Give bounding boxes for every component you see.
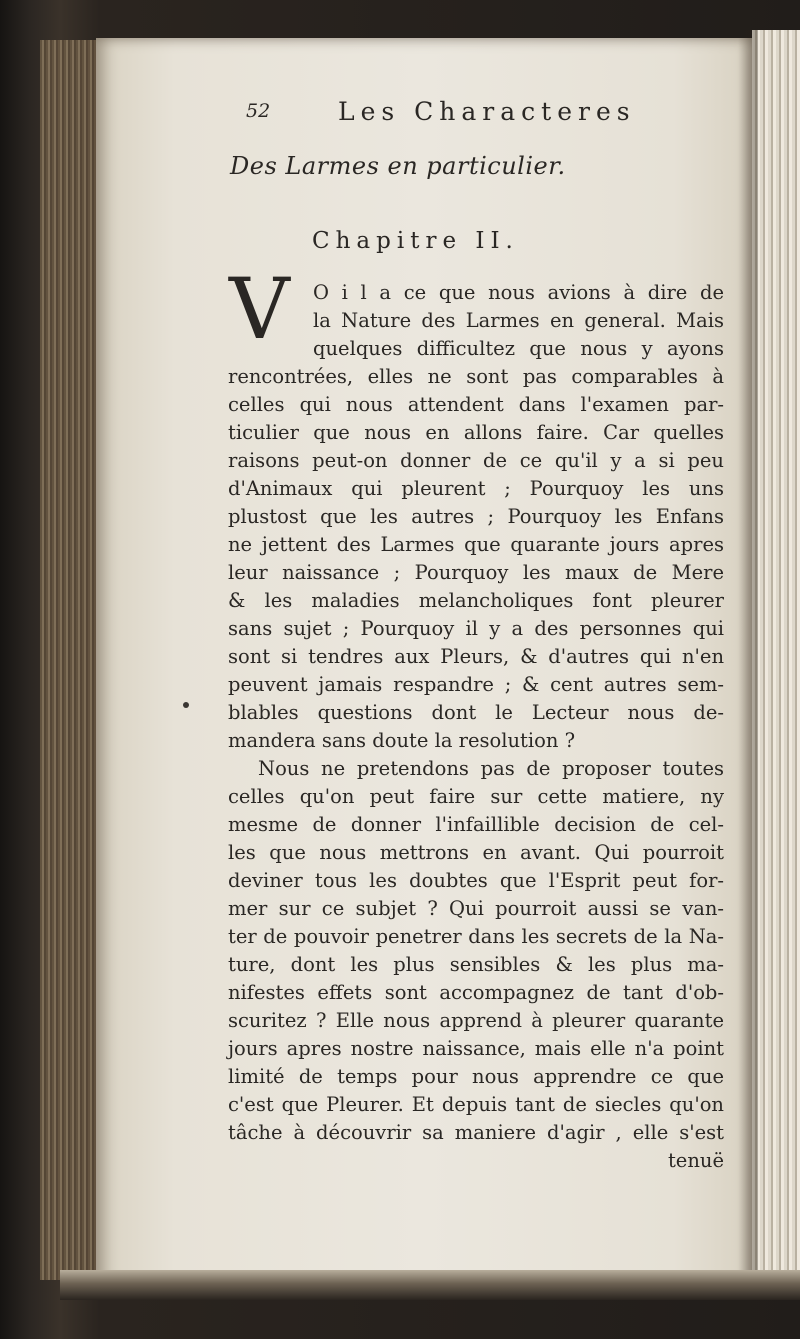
text-line: leur naissance ; Pourquoy les maux de Mere [228,561,724,584]
running-head: Les Characteres [338,97,636,126]
text-line: O i l a ce que nous avions à dire de [313,281,724,304]
text-line: d'Animaux qui pleurent ; Pourquoy les uns [228,477,724,500]
text-line: la Nature des Larmes en general. Mais [313,309,724,332]
margin-mark [183,702,189,708]
text-line: plustost que les autres ; Pourquoy les Enfans [228,505,724,528]
text-line: sans sujet ; Pourquoy il y a des personnes qui [228,617,724,640]
text-line: jours apres nostre naissance, mais elle n'a point [228,1037,724,1060]
text-line: sont si tendres aux Pleurs, & d'autres qui n'en [228,645,724,668]
text-line: ticulier que nous en allons faire. Car quelles [228,421,724,444]
text-line: rencontrées, elles ne sont pas comparables à [228,365,724,388]
text-line: mesme de donner l'infaillible decision de cel- [228,813,724,836]
text-line: scuritez ? Elle nous apprend à pleurer quarante [228,1009,724,1032]
right-page-edges [752,30,800,1280]
text-line: les que nous mettrons en avant. Qui pourroit [228,841,724,864]
page-number: 52 [246,100,271,122]
text-line: Nous ne pretendons pas de proposer toutes [258,757,724,780]
text-line: blables questions dont le Lecteur nous de- [228,701,724,724]
text-line: mer sur ce subjet ? Qui pourroit aussi se van- [228,897,724,920]
text-line: tâche à découvrir sa maniere d'agir , elle s'est [228,1121,724,1144]
gutter-shadow [738,30,758,1280]
text-line: deviner tous les doubtes que l'Esprit peut for- [228,869,724,892]
text-line: mandera sans doute la resolution ? [228,729,576,752]
text-line: ture, dont les plus sensibles & les plus ma- [228,953,724,976]
text-line: raisons peut-on donner de ce qu'il y a si peu [228,449,724,472]
text-line: nifestes effets sont accompagnez de tant d'ob- [228,981,724,1004]
catchword: tenuë [667,1149,724,1172]
bottom-page-edges [60,1270,800,1300]
text-line: c'est que Pleurer. Et depuis tant de siecles qu'on [228,1093,724,1116]
section-title: Des Larmes en particulier. [230,152,566,180]
text-line: quelques difficultez que nous y ayons [313,337,724,360]
text-line: peuvent jamais respandre ; & cent autres sem- [228,673,724,696]
drop-cap: V [229,260,290,358]
text-line: celles qu'on peut faire sur cette matiere, ny [228,785,724,808]
text-line: limité de temps pour nous apprendre ce que [228,1065,724,1088]
text-line: & les maladies melancholiques font pleurer [228,589,724,612]
text-line: ter de pouvoir penetrer dans les secrets de la Na- [228,925,724,948]
text-line: ne jettent des Larmes que quarante jours apres [228,533,724,556]
left-page-edges [40,40,100,1280]
text-line: celles qui nous attendent dans l'examen par- [228,393,724,416]
chapter-title: Chapitre II. [312,228,519,254]
